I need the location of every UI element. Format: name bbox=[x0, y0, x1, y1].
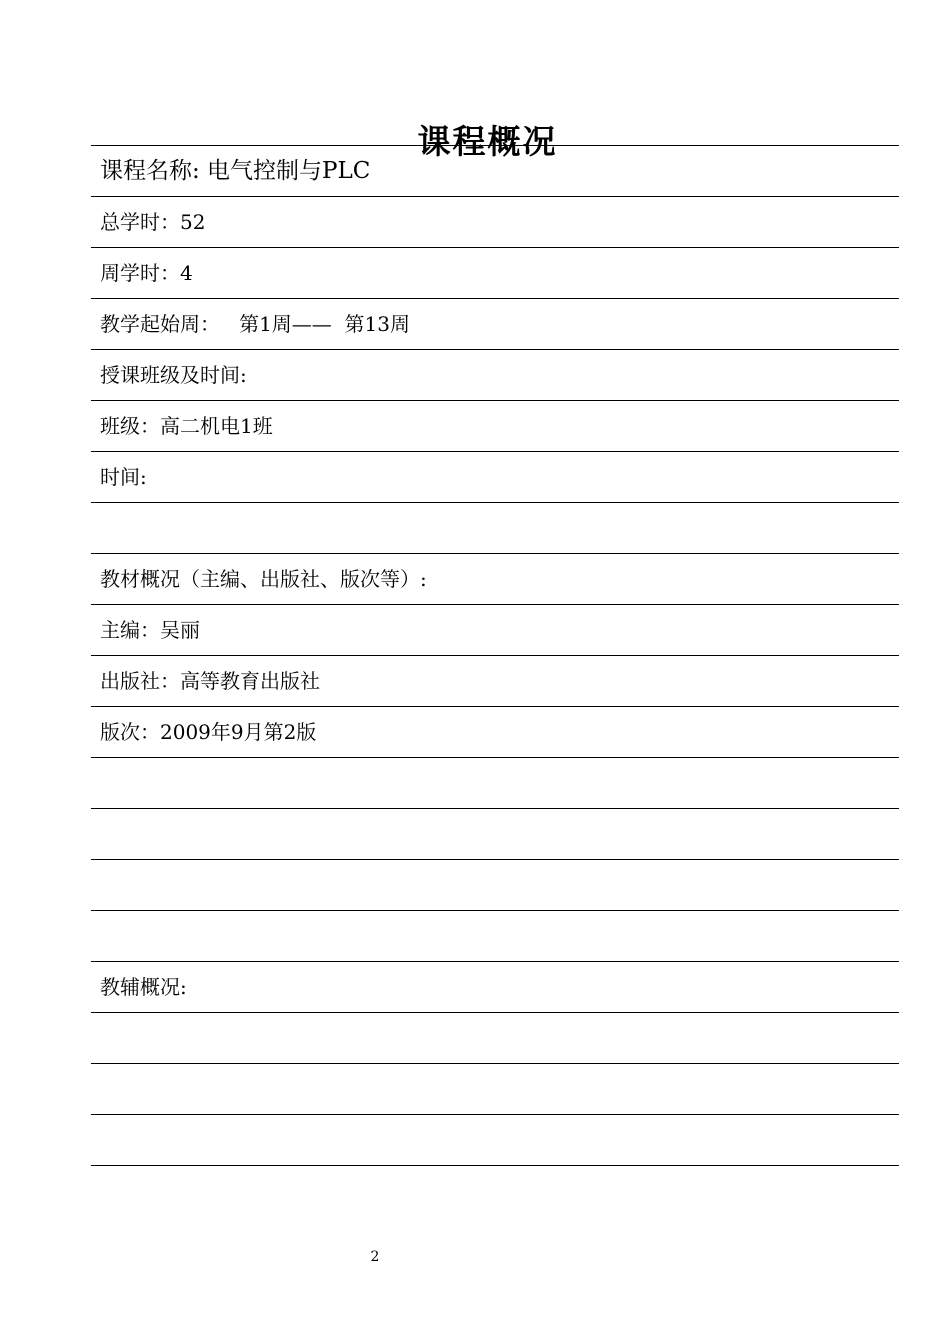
row-editor: 主编：吴丽 bbox=[91, 605, 899, 656]
row-time: 时间: bbox=[91, 452, 899, 503]
row-class-and-time-label: 授课班级及时间: bbox=[91, 350, 899, 401]
row-edition: 版次：2009年9月第2版 bbox=[91, 707, 899, 758]
row-textbook-label: 教材概况（主编、出版社、版次等）: bbox=[91, 554, 899, 605]
row-supplementary-label: 教辅概况: bbox=[91, 962, 899, 1013]
row-blank bbox=[91, 809, 899, 860]
row-teaching-weeks: 教学起始周： 第1周—— 第13周 bbox=[91, 299, 899, 350]
row-course-name: 课程名称: 电气控制与PLC bbox=[91, 146, 899, 197]
row-blank bbox=[91, 758, 899, 809]
row-class: 班级：高二机电1班 bbox=[91, 401, 899, 452]
row-blank bbox=[91, 503, 899, 554]
row-blank bbox=[91, 1013, 899, 1064]
page-number: 2 bbox=[370, 1249, 380, 1265]
row-blank bbox=[91, 860, 899, 911]
row-blank bbox=[91, 911, 899, 962]
row-blank bbox=[91, 1064, 899, 1115]
row-blank bbox=[91, 1115, 899, 1166]
row-total-hours: 总学时：52 bbox=[91, 197, 899, 248]
row-weekly-hours: 周学时：4 bbox=[91, 248, 899, 299]
page-title: 课程概况 bbox=[417, 122, 558, 162]
row-publisher: 出版社：高等教育出版社 bbox=[91, 656, 899, 707]
course-info-table bbox=[91, 145, 899, 1166]
